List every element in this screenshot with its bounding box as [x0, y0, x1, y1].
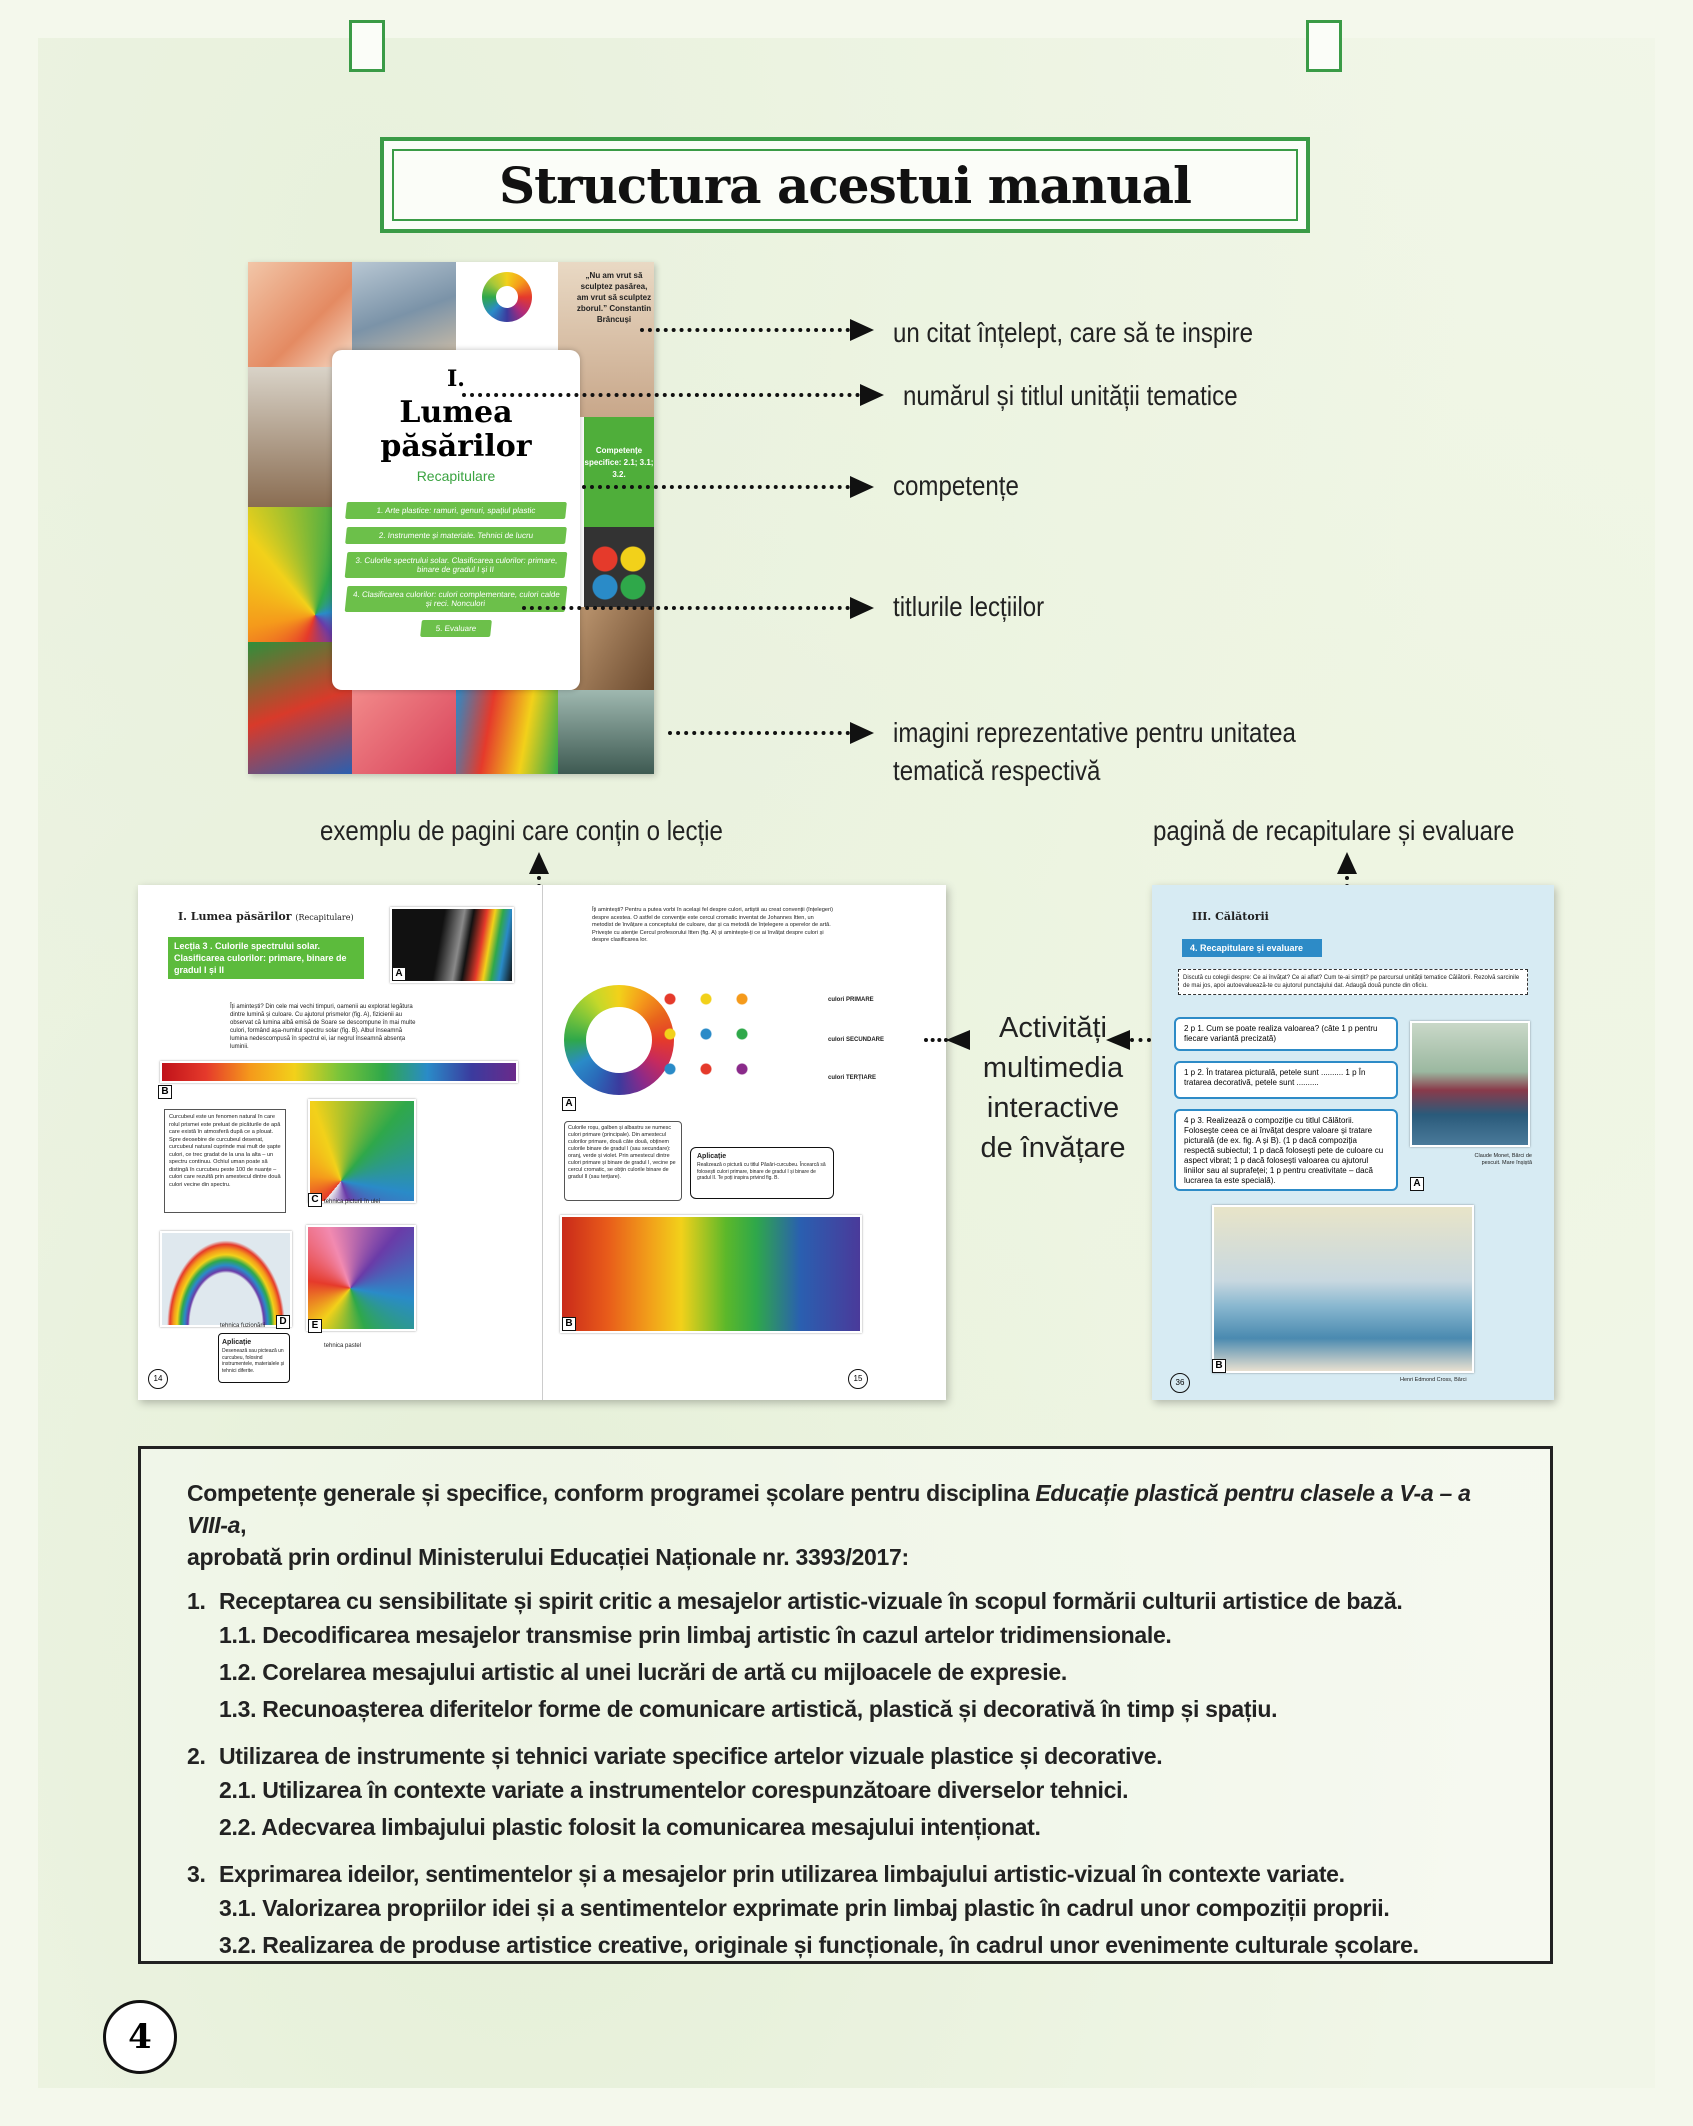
cover-image-pencils	[456, 690, 558, 774]
recap-page-number: 36	[1170, 1373, 1190, 1393]
multimedia-line: Activități	[999, 1012, 1107, 1044]
recap-caption-a: Claude Monet, Bărci de pescuit. Mare înșiștă	[1474, 1153, 1532, 1166]
lesson-item: 1. Arte plastice: ramuri, genuri, spațiul plastic	[345, 502, 567, 519]
arrowhead-quote	[850, 319, 874, 341]
spread-lesson-bar: Lecția 3 . Culorile spectrului solar. Clasificarea culorilor: primare, binare de gradul I și II	[168, 937, 364, 979]
arrowhead-lesson-example	[529, 852, 549, 874]
aplicatie2-box	[690, 1147, 834, 1199]
cover-competences: Competențe specifice: 2.1; 3.1; 3.2.	[584, 417, 654, 527]
annotation-recap-example: pagină de recapitulare și evaluare	[1153, 815, 1515, 846]
recap-question-1: 2 p 1. Cum se poate realiza valoarea? (câte 1 p pentru fiecare variantă precizată)	[1174, 1017, 1398, 1051]
cover-image-colorwheel	[456, 262, 558, 342]
spread-fold	[542, 885, 543, 1400]
lesson-item: 2. Instrumente și materiale. Tehnici de lucru	[345, 527, 567, 544]
spread-image-d	[160, 1231, 292, 1327]
cover-image-paintpots	[584, 527, 654, 607]
arrowhead-recap-example	[1337, 852, 1357, 874]
spread-image-c	[308, 1099, 416, 1203]
unit-title: Lumea păsărilor	[380, 395, 532, 464]
arrowhead-unit	[860, 384, 884, 406]
competence-text: Exprimarea ideilor, sentimentelor și a mesajelor prin utilizarea limbajului artistic-vizual în contexte variate.	[219, 1861, 1345, 1887]
recap-question-3: 4 p 3. Realizează o compoziție cu titlul Călătorii. Folosește ceea ce ai învățat despre valoare și tratare picturală (de ex. fig. A și B). (1 p dacă compoziția respectă subiectul; 1 p dacă folosești pete de culoare cu aspect vibrat; 1 p dacă folosești valoarea cu ajutorul liniilor sau al suprafeței; 1 p pentru creativitate – dacă lucrarea ta este specială).	[1174, 1109, 1398, 1191]
spread-right-intro: Îți amintești? Pentru a putea vorbi în același fel despre culori, artiștii au creat convenții (înțelegeri) despre acestea. O astfel de convenție este cercul cromatic inventat de Johannes Itten, un metodist de învățare a conceptului de culoare, dar și ca metodă de înțelegere a operelor de artă. Privește cu atenție Cercul profesorului Itten (fig. A) și amintește-ți ce ai învățat despre culori și despre clasificarea lor.	[592, 907, 833, 943]
annotation-lesson-example: exemplu de pagini care conțin o lecție	[320, 815, 723, 846]
fig-label-b-right: B	[562, 1317, 576, 1331]
unit-subtitle: Recapitulare	[416, 468, 496, 484]
cover-image-easel	[248, 367, 332, 507]
specific-competence: 2.1. Utilizarea în contexte variate a instrumentelor corespunzătoare diverselor tehnici.	[219, 1777, 1129, 1803]
arrow-lessons	[522, 606, 850, 610]
label-secondary-colors: culori SECUNDARE	[828, 1037, 885, 1043]
cover-image-flamingo2	[352, 690, 456, 774]
competences-discipline: Educație plastică pentru clasele a V-a – a VIII-a	[187, 1480, 1471, 1538]
spread-left-header	[178, 911, 354, 923]
general-competence-3	[187, 1858, 1508, 1890]
cover-quote: „Nu am vrut să sculptez pasărea, am vrut să sculptez zborul.” Constantin Brâncuși	[576, 271, 652, 324]
color-mixing-rows	[658, 989, 778, 1089]
caption-d: tehnica fuzionării	[220, 1323, 266, 1329]
competences-order: aprobată prin ordinul Ministerului Educației Naționale nr. 3393/2017:	[187, 1544, 909, 1570]
competences-intro	[187, 1477, 1508, 1573]
spread-bullets: Culorile roșu, galben și albastru se numesc culori primare (principale). Din amestecul culorilor primare, două câte două, obținem culorile binare de gradul I (sau secundare): oranj, verde și violet. Prin amestecul dintre culori primare și binare de gradul I, vecine pe cercul cromatic, se obțin culorile binare de gradul II (sau terțiare).	[564, 1121, 682, 1201]
competence-number: 2.	[187, 1743, 206, 1769]
page-title: Structura acestui manual	[499, 155, 1191, 215]
spread-intro-text: Îți amintești? Din cele mai vechi timpuri, oamenii au explorat legătura dintre lumină și culoare. Cu ajutorul prismelor (fig. A), fizicienii au observat că lumina albă emisă de Soare se descompune în mai multe culori, formând așa-numitul spectru solar (fig. B). Albul înseamnă lumina nedescompusă în spectrul ei, iar negrul înseamnă absența luminii.	[230, 1004, 416, 1050]
multimedia-line: multimedia	[982, 1052, 1124, 1084]
aplicatie-box	[218, 1333, 290, 1383]
arrow-quote	[640, 328, 850, 332]
spectrum-bar	[160, 1061, 518, 1083]
spread-parrots-image	[560, 1215, 862, 1333]
page-number-left: 14	[148, 1369, 168, 1389]
aplicatie2-text: Realizează o pictură cu titlul Păsări-curcubeu. Încearcă să folosești culori primare, binare de gradul I și binare de gradul II. Te poți inspira privind fig. B.	[697, 1162, 826, 1181]
arrowhead-lessons	[850, 597, 874, 619]
fig-label-e: E	[308, 1319, 322, 1333]
arrow-images	[668, 731, 850, 735]
itten-circle-center	[586, 1007, 652, 1073]
recap-header: III. Călătorii	[1192, 910, 1269, 923]
specific-competence: 1.2. Corelarea mesajului artistic al unei lucrări de artă cu mijloacele de expresie.	[219, 1659, 1067, 1685]
arrow-competences	[582, 485, 850, 489]
spread-rainbow-text: Curcubeul este un fenomen natural în care rolul prismei este preluat de picăturile de apă care există în atmosferă după ce a plouat. Spre deosebire de curcubeul desenat, curcubeul natural cuprinde mai mult de șapte culori, ce trec gradat de la una la alta – un spectru continuu. Ochiul uman poate să distingă în curcubeu peste 100 de nuanțe – culori care rezultă prin amestecul dintre două culori vecine din spectru.	[164, 1109, 286, 1213]
recap-image-b	[1212, 1205, 1474, 1373]
aplicatie-text: Desenează sau pictează un curcubeu, folosind instrumentele, materialele și tehnici diferite.	[222, 1348, 285, 1374]
competences-box	[138, 1446, 1553, 1964]
annotation-quote: un citat înțelept, care să te inspire	[893, 317, 1254, 348]
spread-left-header-sub: (Recapitulare)	[295, 913, 354, 922]
aplicatie2-title: Aplicație	[697, 1153, 727, 1160]
recap-image-a	[1410, 1021, 1530, 1147]
competence-number: 1.	[187, 1588, 206, 1614]
competences-intro-comma: ,	[240, 1512, 247, 1538]
label-primary-colors: culori PRIMARE	[828, 997, 874, 1003]
title-banner	[380, 137, 1310, 233]
cover-card	[332, 350, 580, 690]
lesson-spread-preview	[138, 885, 946, 1400]
spread-left-header-title: I. Lumea păsărilor	[178, 910, 292, 923]
caption-c: tehnica picturii în ulei	[324, 1199, 381, 1205]
recap-page-preview	[1152, 885, 1554, 1400]
label-tertiary-colors: culori TERȚIARE	[828, 1075, 877, 1081]
fig-label-b: B	[158, 1085, 172, 1099]
general-competence-1	[187, 1585, 1508, 1617]
banner-tab-left	[349, 20, 385, 72]
lesson-item: 3. Culorile spectrului solar. Clasificarea culorilor: primare, binare de gradul I și II	[345, 552, 568, 578]
arrowhead-images	[850, 722, 874, 744]
fig-label-a-right: A	[562, 1097, 576, 1111]
annotation-competences: competențe	[893, 470, 1019, 501]
specific-competence: 3.2. Realizarea de produse artistice creative, originale și funcționale, în cadrul unor evenimente culturale școlare.	[219, 1932, 1419, 1958]
specific-competence: 3.1. Valorizarea propriilor idei și a sentimentelor exprimate prin limbaj plastic în cadrul unor compoziții proprii.	[219, 1895, 1390, 1921]
multimedia-line: interactive	[986, 1092, 1120, 1124]
fig-label-a: A	[392, 967, 406, 981]
specific-competence: 2.2. Adecvarea limbajului plastic folosit la comunicarea mesajului intenționat.	[219, 1814, 1041, 1840]
lesson-item: 5. Evaluare	[420, 620, 492, 637]
recap-intro: Discută cu colegii despre: Ce ai învățat? Ce ai aflat? Cum te-ai simțit? pe parcursul unității tematice Călătorii. Rezolvă sarcinile de mai jos, apoi autoevaluează-te cu ajutorul punctajului dat. Adaugă două puncte din oficiu.	[1178, 969, 1528, 995]
competence-number: 3.	[187, 1861, 206, 1887]
recap-fig-label-b: B	[1212, 1359, 1226, 1373]
annotation-images-1: imagini reprezentative pentru unitatea	[893, 717, 1296, 748]
annotation-unit: numărul și titlul unității tematice	[903, 380, 1238, 411]
cover-image-grebe	[558, 690, 654, 774]
annotation-images-2: tematică respectivă	[893, 755, 1101, 786]
general-competence-2	[187, 1740, 1508, 1772]
caption-e: tehnica pastel	[324, 1343, 362, 1349]
recap-question-2: 1 p 2. În tratarea picturală, petele sunt .......... 1 p În tratarea decorativă, petele sunt ..........	[1174, 1061, 1398, 1099]
unit-number: I.	[447, 366, 465, 392]
page-number-right: 15	[848, 1369, 868, 1389]
specific-competence: 1.3. Recunoașterea diferitelor forme de comunicare artistică, plastică și decorativă în timp și spațiu.	[219, 1696, 1278, 1722]
arrow-unit	[462, 393, 860, 397]
multimedia-line: de învățare	[980, 1132, 1126, 1164]
recap-bar: 4. Recapitulare și evaluare	[1182, 939, 1322, 957]
banner-tab-right	[1306, 20, 1342, 72]
lesson-item: 4. Clasificarea culorilor: culori complementare, culori calde și reci. Nonculori	[345, 586, 568, 612]
competence-text: Receptarea cu sensibilitate și spirit critic a mesajelor artistic-vizuale în scopul formării culturii artistice de bază.	[219, 1588, 1403, 1614]
competences-intro-text: Competențe generale și specifice, conform programei școlare pentru disciplina	[187, 1480, 1036, 1506]
spread-prism-image	[390, 907, 514, 983]
unit-cover-preview	[248, 262, 654, 774]
recap-fig-label-a: A	[1410, 1177, 1424, 1191]
annotation-lessons: titlurile lecțiilor	[893, 591, 1045, 622]
spread-image-e	[306, 1225, 416, 1331]
cover-image-rainbow	[248, 507, 332, 642]
arrowhead-competences	[850, 476, 874, 498]
lesson-list	[332, 502, 580, 637]
page-number: 4	[103, 2000, 177, 2074]
multimedia-dots-left	[924, 1038, 948, 1042]
multimedia-label	[958, 1008, 1148, 1168]
aplicatie-title: Aplicație	[222, 1339, 252, 1346]
specific-competence: 1.1. Decodificarea mesajelor transmise prin limbaj artistic în cazul artelor tridimensionale.	[219, 1622, 1172, 1648]
competence-text: Utilizarea de instrumente și tehnici variate specifice artelor vizuale plastice și decorative.	[219, 1743, 1163, 1769]
recap-caption-b: Henri Edmond Cross, Bărci	[1400, 1377, 1467, 1383]
fig-label-c: C	[308, 1193, 322, 1207]
fig-label-d: D	[276, 1315, 290, 1329]
